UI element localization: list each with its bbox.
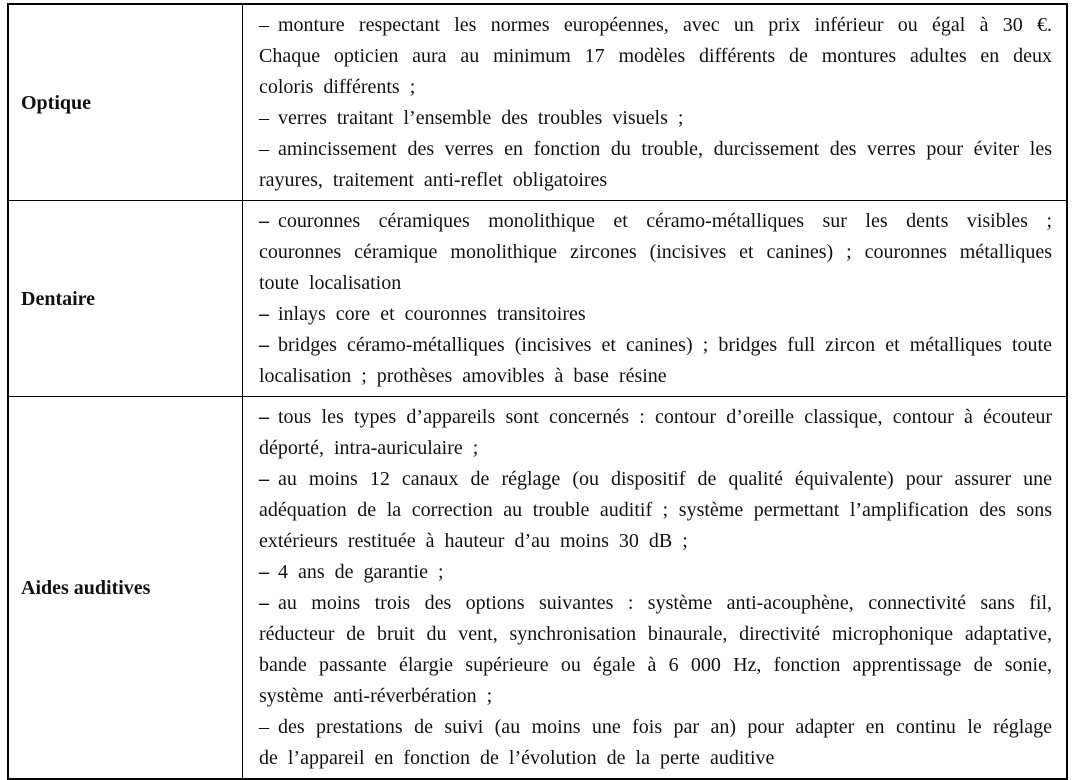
bullet-item (259, 134, 1052, 196)
bullet-dash: – (259, 107, 269, 129)
bullet-text: 4 ans de garantie ; (278, 561, 444, 583)
row-label-text: Optique (21, 91, 92, 114)
bullet-item (259, 299, 1052, 330)
bullet-dash: – (259, 138, 269, 160)
row-label-text: Dentaire (21, 287, 96, 310)
bullet-text: monture respectant les normes européennes, avec un prix inférieur ou égal à 30 €. Chaque opticien aura au minimum 17 modèles différents de montures adultes en deux coloris différents ; (259, 14, 1052, 98)
bullet-text: au moins 12 canaux de réglage (ou dispositif de qualité équivalente) pour assurer une adéquation de la correction au trouble auditif ; système permettant l’amplification des sons extérieurs restituée à hauteur d’au moins 30 dB ; (259, 468, 1052, 552)
bullet-dash: – (259, 210, 269, 232)
bullet-item (259, 402, 1052, 464)
bullet-dash: – (259, 334, 269, 356)
bullet-item (259, 557, 1052, 588)
bullet-item (259, 10, 1052, 103)
bullet-text: couronnes céramiques monolithique et céramo-métalliques sur les dents visibles ; couronnes céramique monolithique zircones (incisives et canines) ; couronnes métalliques toute localisation (259, 210, 1052, 294)
bullet-item (259, 712, 1052, 774)
bullet-dash: – (259, 406, 269, 428)
bullet-text: verres traitant l’ensemble des troubles visuels ; (278, 107, 684, 129)
bullet-dash: – (259, 14, 269, 36)
bullet-dash: – (259, 592, 269, 614)
bullet-dash: – (259, 303, 269, 325)
bullet-item (259, 588, 1052, 712)
bullet-item (259, 103, 1052, 134)
table-row-aides-auditives (8, 397, 1067, 780)
bullet-text: au moins trois des options suivantes : système anti-acouphène, connectivité sans fil, réducteur de bruit du vent, synchronisation binaurale, directivité microphonique adaptative, bande passante élargie supérieure ou égale à 6 000 Hz, fonction apprentissage de sonie, système anti-réverbération ; (259, 592, 1052, 707)
bullet-item (259, 206, 1052, 299)
row-content-aides-auditives (243, 397, 1068, 780)
bullet-text: amincissement des verres en fonction du trouble, durcissement des verres pour éviter les rayures, traitement anti-reflet obligatoires (259, 138, 1052, 191)
bullet-text: bridges céramo-métalliques (incisives et canines) ; bridges full zircon et métalliques toute localisation ; prothèses amovibles à base résine (259, 334, 1052, 387)
table-row-optique (8, 4, 1067, 201)
row-content-dentaire (243, 201, 1068, 397)
bullet-dash: – (259, 468, 269, 490)
bullet-item (259, 464, 1052, 557)
row-content-optique (243, 4, 1068, 201)
row-label-dentaire (8, 201, 243, 397)
bullet-text: tous les types d’appareils sont concernés : contour d’oreille classique, contour à écouteur déporté, intra-auriculaire ; (259, 406, 1052, 459)
bullet-item (259, 330, 1052, 392)
care-categories-table (7, 3, 1068, 780)
bullet-dash: – (259, 561, 269, 583)
bullet-text: des prestations de suivi (au moins une fois par an) pour adapter en continu le réglage de l’appareil en fonction de l’évolution de la perte auditive (259, 716, 1052, 769)
bullet-text: inlays core et couronnes transitoires (278, 303, 586, 325)
row-label-aides-auditives (8, 397, 243, 780)
row-label-text: Aides auditives (21, 576, 151, 599)
bullet-dash: – (259, 716, 269, 738)
table-row-dentaire (8, 201, 1067, 397)
row-label-optique (8, 4, 243, 201)
